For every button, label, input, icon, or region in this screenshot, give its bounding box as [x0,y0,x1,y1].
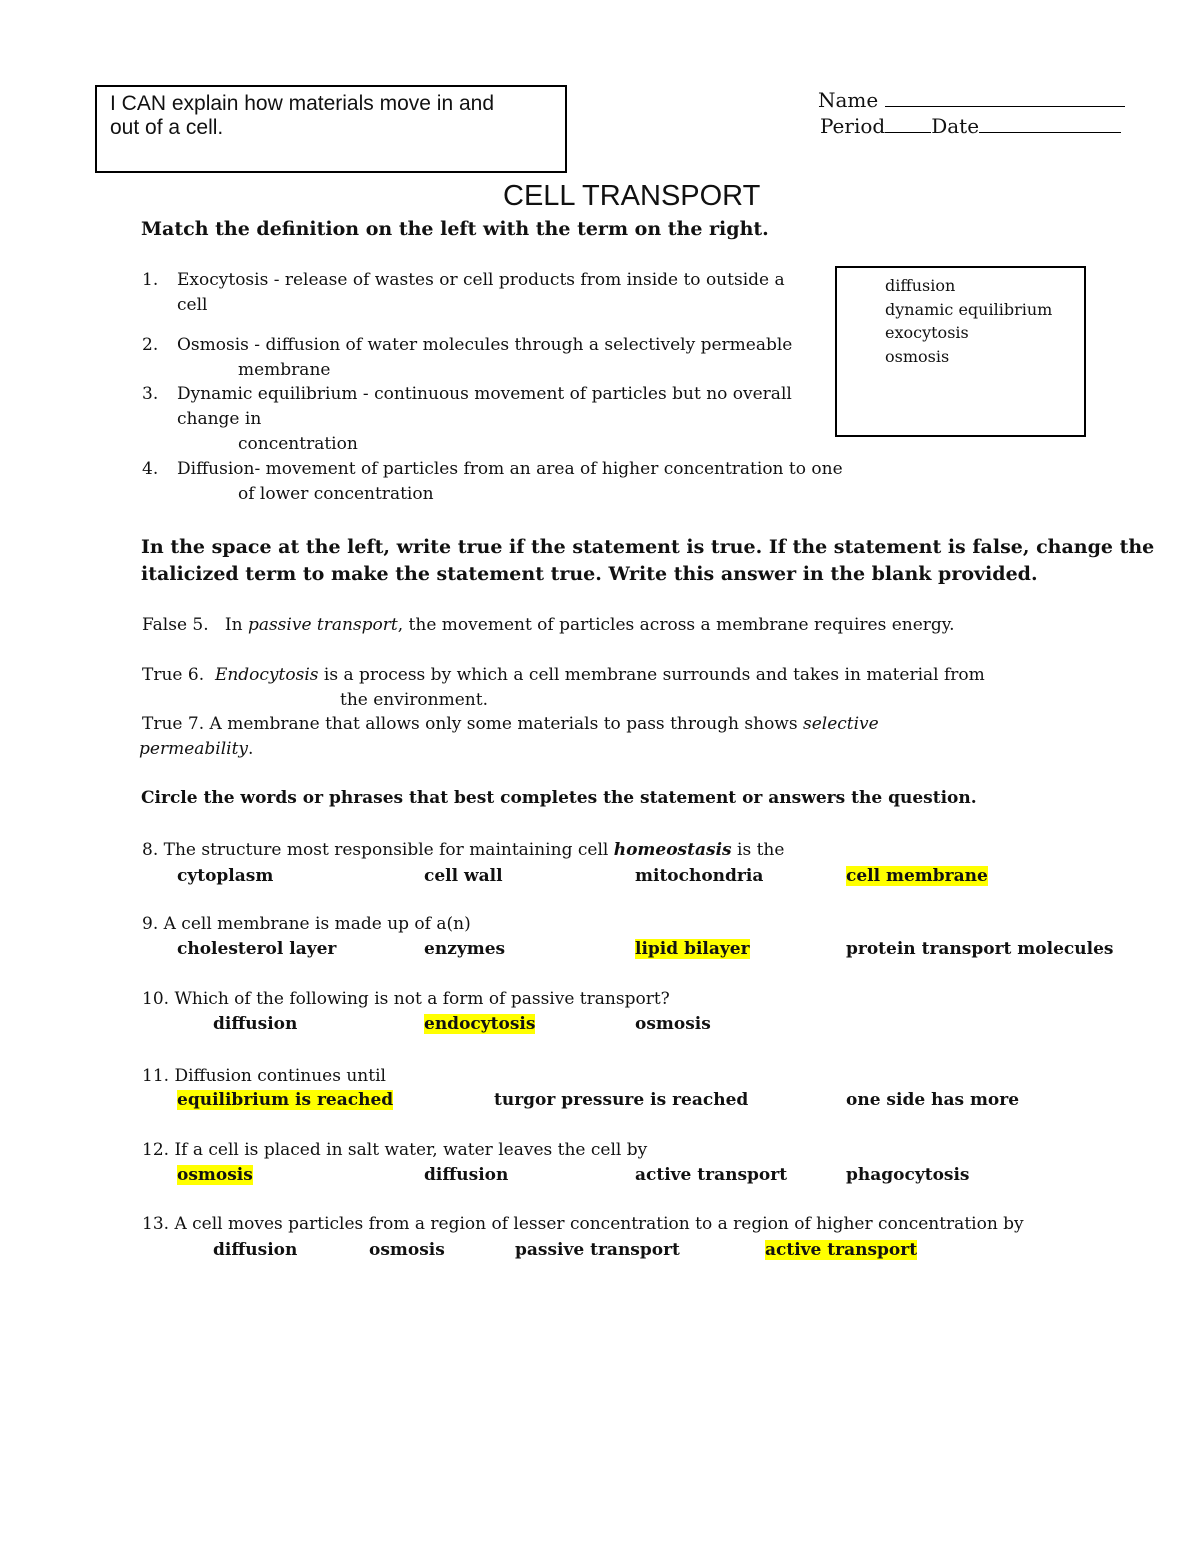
item-3-line3: concentration [238,434,358,454]
q12-choice-4[interactable]: phagocytosis [846,1165,970,1185]
item-3-num: 3. [142,384,159,404]
q6-num: 6. [187,665,205,685]
word-bank-osmosis: osmosis [885,347,950,366]
section3-instruction: Circle the words or phrases that best completes the statement or answers the question. [141,788,977,808]
item-3-line1: Dynamic equilibrium - continuous movement of particles but no overall [177,384,792,404]
name-label: Name [818,88,879,112]
ican-line-2: out of a cell. [110,116,224,139]
item-2-line1: Osmosis - diffusion of water molecules through a selectively permeable [177,335,793,355]
period-date-field [820,114,1121,138]
q6-italic-term: Endocytosis [214,665,319,685]
q7-end: . [248,739,254,759]
question-11-stem: 11. Diffusion continues until [142,1066,386,1086]
period-label: Period [820,114,886,138]
question-7 [142,714,879,734]
q5-post: , the movement of particles across a membrane requires energy. [397,615,955,635]
period-blank[interactable] [885,118,931,133]
q11-choice-1-highlighted[interactable]: equilibrium is reached [177,1090,394,1110]
q8-choice-1[interactable]: cytoplasm [177,866,274,886]
item-2-line2: membrane [238,360,331,380]
section2-instruction-1: In the space at the left, write true if the statement is true. If the statement is false, change the [141,536,1155,558]
q9-choice-3-highlighted[interactable]: lipid bilayer [635,939,750,959]
q5-italic-term: passive transport [247,615,398,635]
question-13-stem: 13. A cell moves particles from a region of lesser concentration to a region of higher concentration by [142,1214,1024,1234]
q6-answer[interactable]: True [142,665,183,685]
question-8-stem [142,840,784,860]
q7-italic-2: permeability [139,739,249,759]
q12-choice-1-highlighted[interactable]: osmosis [177,1165,253,1185]
question-12-stem: 12. If a cell is placed in salt water, water leaves the cell by [142,1140,648,1160]
question-5 [142,615,955,635]
q11-choice-3[interactable]: one side has more [846,1090,1020,1110]
q12-choice-2[interactable]: diffusion [424,1165,509,1185]
q13-choice-1[interactable]: diffusion [213,1240,298,1260]
section1-instruction: Match the definition on the left with the term on the right. [141,218,769,240]
word-bank-box [835,266,1086,437]
date-blank[interactable] [979,118,1121,133]
q6-post: is a process by which a cell membrane surrounds and takes in material from [318,665,985,685]
q7-answer[interactable]: True [142,714,183,734]
q10-choice-3[interactable]: osmosis [635,1014,711,1034]
q13-choice-4-highlighted[interactable]: active transport [765,1240,918,1260]
q12-choice-3[interactable]: active transport [635,1165,788,1185]
question-7-line2 [139,739,253,759]
word-bank-diffusion: diffusion [885,276,956,295]
item-4-num: 4. [142,459,159,479]
item-4-line2: of lower concentration [238,484,434,504]
word-bank-exocytosis: exocytosis [885,323,969,342]
q7-pre: A membrane that allows only some materials to pass through shows [204,714,803,734]
question-10-stem: 10. Which of the following is not a form of passive transport? [142,989,670,1009]
word-bank-dynamic-equilibrium: dynamic equilibrium [885,300,1053,319]
q9-choice-1[interactable]: cholesterol layer [177,939,337,959]
q8-choice-4-highlighted[interactable]: cell membrane [846,866,988,886]
q8-choice-2[interactable]: cell wall [424,866,503,886]
section2-instruction-2: italicized term to make the statement true. Write this answer in the blank provided. [141,563,1038,585]
item-4-line1: Diffusion- movement of particles from an area of higher concentration to one [177,459,843,479]
question-9-stem: 9. A cell membrane is made up of a(n) [142,914,471,934]
q13-choice-3[interactable]: passive transport [515,1240,680,1260]
q9-choice-2[interactable]: enzymes [424,939,506,959]
q10-choice-1[interactable]: diffusion [213,1014,298,1034]
item-1-line2: cell [177,295,208,315]
item-2-num: 2. [142,335,159,355]
q6-line2: the environment. [340,690,488,710]
q8-choice-3[interactable]: mitochondria [635,866,764,886]
name-field [818,88,1125,112]
question-6 [142,665,985,685]
q5-pre: In [224,615,248,635]
q5-answer[interactable]: False [142,615,187,635]
page-title: CELL TRANSPORT [503,180,761,212]
item-1-num: 1. [142,270,159,290]
q5-num: 5. [192,615,209,635]
q7-italic-1: selective [802,714,879,734]
q8-bold-italic: homeostasis [613,840,732,860]
name-blank[interactable] [885,92,1125,107]
q11-choice-2[interactable]: turgor pressure is reached [494,1090,749,1110]
item-1-line1: Exocytosis - release of wastes or cell products from inside to outside a [177,270,785,290]
q9-choice-4[interactable]: protein transport molecules [846,939,1114,959]
q7-num: 7. [187,714,205,734]
q10-choice-2-highlighted[interactable]: endocytosis [424,1014,536,1034]
q13-choice-2[interactable]: osmosis [369,1240,445,1260]
ican-line-1: I CAN explain how materials move in and [110,92,495,115]
q8-post: is the [731,840,785,860]
q8-pre: 8. The structure most responsible for maintaining cell [142,840,614,860]
item-3-line2: change in [177,409,262,429]
date-label: Date [931,114,980,138]
